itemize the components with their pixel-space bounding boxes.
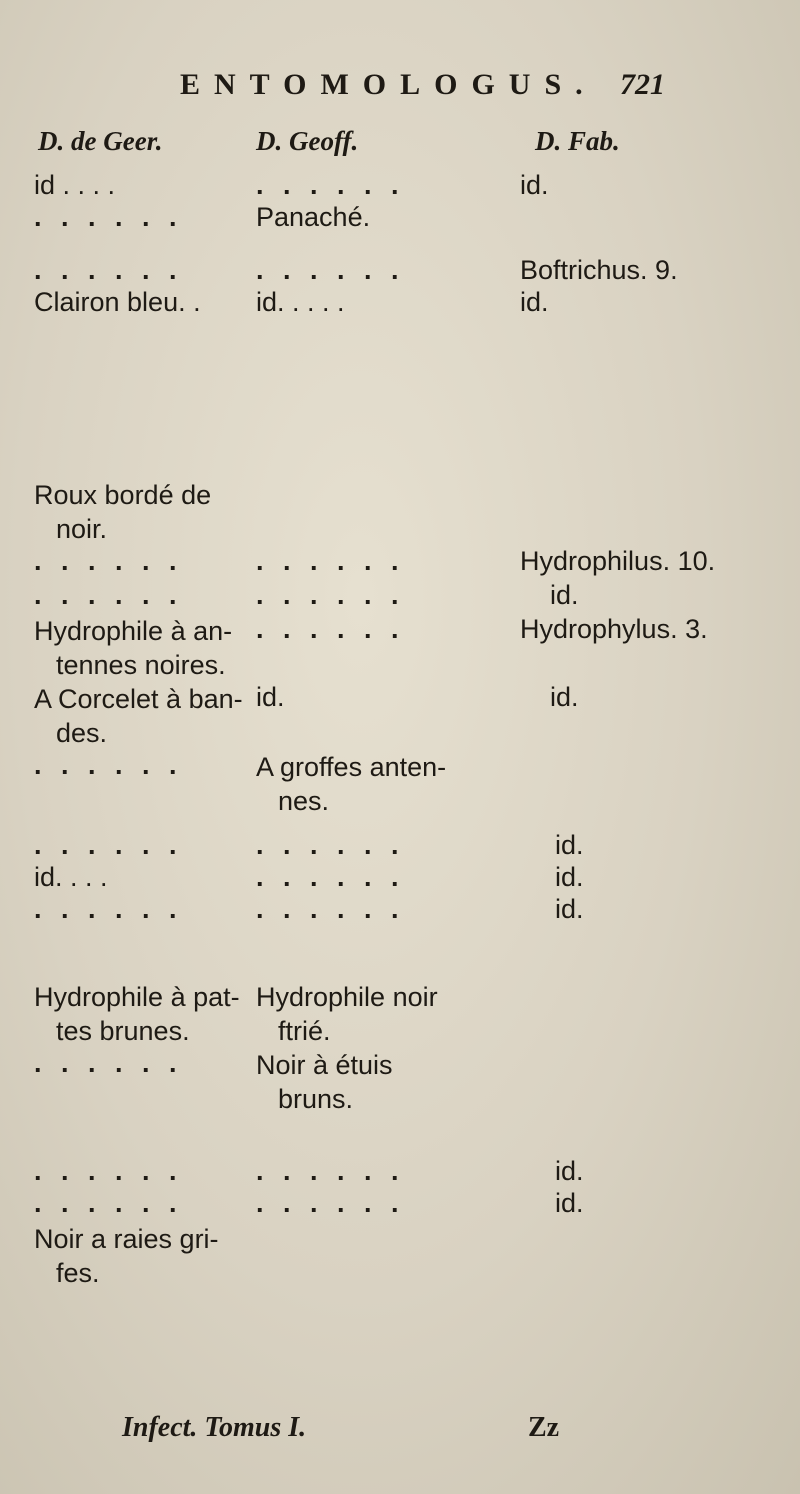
cell-geoff: id. (256, 682, 285, 712)
cell-fab: Hydrophilus. 10. (520, 546, 716, 576)
entry-hydrophile-pattes: Hydrophile à pat- tes brunes. (34, 982, 240, 1046)
column-head-de-geer: D. de Geer. (38, 126, 163, 156)
cell-de-geer: . . . . . . (34, 894, 183, 924)
cell-geoff: id. . . . . (256, 287, 345, 317)
cell-geoff: Panaché. (256, 202, 371, 232)
cell-fab: id. (550, 682, 579, 712)
entry-groffes-antennes: A groffes anten- nes. (256, 752, 447, 816)
cell-de-geer: . . . . . . (34, 202, 183, 232)
cell-fab: id. (555, 830, 584, 860)
cell-de-geer: . . . . . . (34, 546, 183, 576)
cell-geoff: . . . . . . (256, 614, 405, 644)
entry-noir-etuis: Noir à étuis bruns. (256, 1050, 393, 1114)
cell-de-geer: id. . . . (34, 862, 108, 892)
table-row (0, 546, 800, 582)
cell-de-geer: . . . . . . (34, 580, 183, 610)
page-number: 721 (620, 68, 665, 101)
cell-fab: Hydrophylus. 3. (520, 614, 708, 644)
cell-geoff: . . . . . . (256, 894, 405, 924)
entry-roux: Roux bordé de noir. (34, 480, 212, 544)
entry-noir-raies: Noir a raies gri- fes. (34, 1224, 219, 1288)
cell-fab: id. (555, 1156, 584, 1186)
cell-geoff: . . . . . . (256, 1188, 405, 1218)
cell-geoff: . . . . . . (256, 1156, 405, 1186)
cell-de-geer: . . . . . . (34, 1188, 183, 1218)
cell-geoff: . . . . . . (256, 170, 405, 200)
table-row (0, 1188, 800, 1224)
cell-fab: Boftrichus. 9. (520, 255, 678, 285)
page-header (0, 68, 800, 108)
table-row (0, 682, 800, 718)
cell-geoff: . . . . . . (256, 830, 405, 860)
table-row (0, 614, 800, 650)
table-row (0, 862, 800, 898)
footer-signature: Infect. Tomus I. (122, 1412, 307, 1443)
cell-geoff: . . . . . . (256, 580, 405, 610)
cell-de-geer: . . . . . . (34, 1048, 183, 1078)
table-row (0, 830, 800, 866)
cell-fab: id. (555, 1188, 584, 1218)
table-row (0, 580, 800, 616)
entry-hydrophile-noir: Hydrophile noir ftrié. (256, 982, 438, 1046)
column-head-geoff: D. Geoff. (256, 126, 359, 156)
entry-corcelet: A Corcelet à ban- des. (34, 684, 243, 748)
entry-hydrophile-antennes: Hydrophile à an- tennes noires. (34, 616, 233, 680)
cell-fab: id. (520, 287, 549, 317)
table-row (0, 255, 800, 291)
cell-fab: id. (520, 170, 549, 200)
table-row (0, 894, 800, 930)
cell-de-geer: . . . . . . (34, 1156, 183, 1186)
table-row (0, 202, 800, 238)
cell-fab: id. (555, 894, 584, 924)
table-row (0, 287, 800, 323)
cell-fab: id. (555, 862, 584, 892)
cell-geoff: . . . . . . (256, 862, 405, 892)
cell-de-geer: . . . . . . (34, 255, 183, 285)
cell-geoff: . . . . . . (256, 546, 405, 576)
cell-geoff: . . . . . . (256, 255, 405, 285)
footer-mark: Zz (528, 1412, 560, 1443)
column-head-fab: D. Fab. (535, 126, 620, 156)
cell-de-geer: Clairon bleu. . (34, 287, 201, 317)
table-row (0, 1156, 800, 1192)
table-row (0, 1048, 800, 1084)
cell-de-geer: . . . . . . (34, 750, 183, 780)
running-title: ENTOMOLOGUS. (180, 68, 597, 101)
cell-de-geer: . . . . . . (34, 830, 183, 860)
cell-fab: id. (550, 580, 579, 610)
cell-de-geer: id . . . . (34, 170, 116, 200)
table-row (0, 170, 800, 206)
